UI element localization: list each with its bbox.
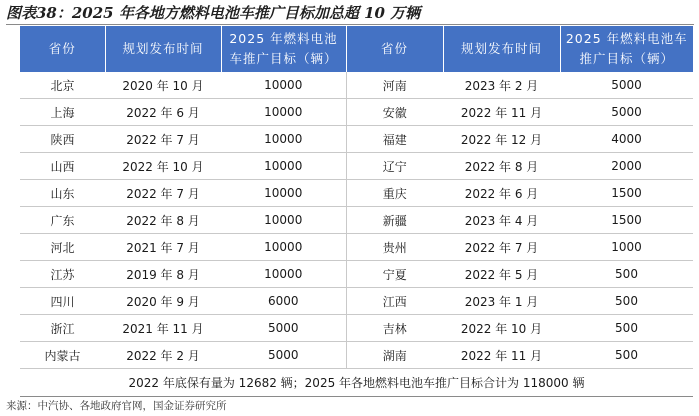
target-cell: 6000 — [221, 288, 346, 315]
target-cell: 10000 — [221, 234, 346, 261]
province-cell: 安徽 — [346, 99, 443, 126]
target-cell: 10000 — [221, 207, 346, 234]
release-date-cell: 2021 年 7 月 — [105, 234, 221, 261]
release-date-cell: 2022 年 7 月 — [443, 234, 560, 261]
release-date-cell: 2022 年 11 月 — [443, 99, 560, 126]
table-row — [20, 153, 693, 180]
target-cell: 500 — [560, 315, 693, 342]
target-cell: 10000 — [221, 153, 346, 180]
header-release-time-right: 规划发布时间 — [443, 26, 560, 72]
province-cell: 江苏 — [20, 261, 105, 288]
target-cell: 500 — [560, 261, 693, 288]
release-date-cell: 2023 年 4 月 — [443, 207, 560, 234]
province-cell: 辽宁 — [346, 153, 443, 180]
target-cell: 10000 — [221, 72, 346, 99]
target-cell: 4000 — [560, 126, 693, 153]
table-row — [20, 207, 693, 234]
header-province-right: 省份 — [346, 26, 443, 72]
release-date-cell: 2021 年 11 月 — [105, 315, 221, 342]
table-row — [20, 315, 693, 342]
release-date-cell: 2023 年 2 月 — [443, 72, 560, 99]
release-date-cell: 2022 年 5 月 — [443, 261, 560, 288]
table-row — [20, 126, 693, 153]
province-cell: 北京 — [20, 72, 105, 99]
target-cell: 500 — [560, 288, 693, 315]
province-cell: 吉林 — [346, 315, 443, 342]
province-cell: 河南 — [346, 72, 443, 99]
release-date-cell: 2022 年 2 月 — [105, 342, 221, 369]
release-date-cell: 2019 年 8 月 — [105, 261, 221, 288]
province-cell: 陕西 — [20, 126, 105, 153]
province-cell: 山西 — [20, 153, 105, 180]
province-cell: 山东 — [20, 180, 105, 207]
target-cell: 2000 — [560, 153, 693, 180]
table-row — [20, 99, 693, 126]
release-date-cell: 2022 年 7 月 — [105, 180, 221, 207]
summary-note: 2022 年底保有量为 12682 辆；2025 年各地燃料电池车推广目标合计为 118000 辆 — [20, 369, 693, 397]
province-cell: 广东 — [20, 207, 105, 234]
release-date-cell: 2022 年 10 月 — [443, 315, 560, 342]
table-row — [20, 342, 693, 369]
hydrogen-target-table — [20, 26, 693, 397]
header-target-left: 2025 年燃料电池车推广目标（辆） — [221, 26, 346, 72]
province-cell: 上海 — [20, 99, 105, 126]
table-row — [20, 234, 693, 261]
table-header-row — [20, 26, 693, 72]
release-date-cell: 2022 年 7 月 — [105, 126, 221, 153]
target-cell: 5000 — [221, 342, 346, 369]
title-divider — [6, 24, 694, 25]
header-province-left: 省份 — [20, 26, 105, 72]
release-date-cell: 2022 年 12 月 — [443, 126, 560, 153]
source-note: 来源：中汽协、各地政府官网，国金证券研究所 — [6, 400, 227, 412]
target-cell: 10000 — [221, 180, 346, 207]
province-cell: 四川 — [20, 288, 105, 315]
target-cell: 5000 — [221, 315, 346, 342]
header-target-right: 2025 年燃料电池车推广目标（辆） — [560, 26, 693, 72]
target-cell: 10000 — [221, 99, 346, 126]
province-cell: 贵州 — [346, 234, 443, 261]
release-date-cell: 2023 年 1 月 — [443, 288, 560, 315]
province-cell: 浙江 — [20, 315, 105, 342]
summary-row — [20, 369, 693, 397]
target-cell: 1500 — [560, 180, 693, 207]
province-cell: 重庆 — [346, 180, 443, 207]
province-cell: 江西 — [346, 288, 443, 315]
province-cell: 湖南 — [346, 342, 443, 369]
header-release-time-left: 规划发布时间 — [105, 26, 221, 72]
target-cell: 5000 — [560, 72, 693, 99]
target-cell: 5000 — [560, 99, 693, 126]
figure-title: 图表38：2025 年各地方燃料电池车推广目标加总超 10 万辆 — [6, 4, 421, 22]
release-date-cell: 2020 年 9 月 — [105, 288, 221, 315]
province-cell: 新疆 — [346, 207, 443, 234]
release-date-cell: 2022 年 8 月 — [105, 207, 221, 234]
province-cell: 河北 — [20, 234, 105, 261]
table-row — [20, 288, 693, 315]
province-cell: 内蒙古 — [20, 342, 105, 369]
target-cell: 1000 — [560, 234, 693, 261]
target-cell: 10000 — [221, 261, 346, 288]
release-date-cell: 2022 年 6 月 — [443, 180, 560, 207]
release-date-cell: 2022 年 8 月 — [443, 153, 560, 180]
table-body — [20, 72, 693, 369]
release-date-cell: 2022 年 10 月 — [105, 153, 221, 180]
table-row — [20, 261, 693, 288]
province-cell: 福建 — [346, 126, 443, 153]
target-cell: 10000 — [221, 126, 346, 153]
target-cell: 1500 — [560, 207, 693, 234]
release-date-cell: 2022 年 6 月 — [105, 99, 221, 126]
release-date-cell: 2020 年 10 月 — [105, 72, 221, 99]
release-date-cell: 2022 年 11 月 — [443, 342, 560, 369]
province-cell: 宁夏 — [346, 261, 443, 288]
table-row — [20, 180, 693, 207]
table-row — [20, 72, 693, 99]
target-cell: 500 — [560, 342, 693, 369]
